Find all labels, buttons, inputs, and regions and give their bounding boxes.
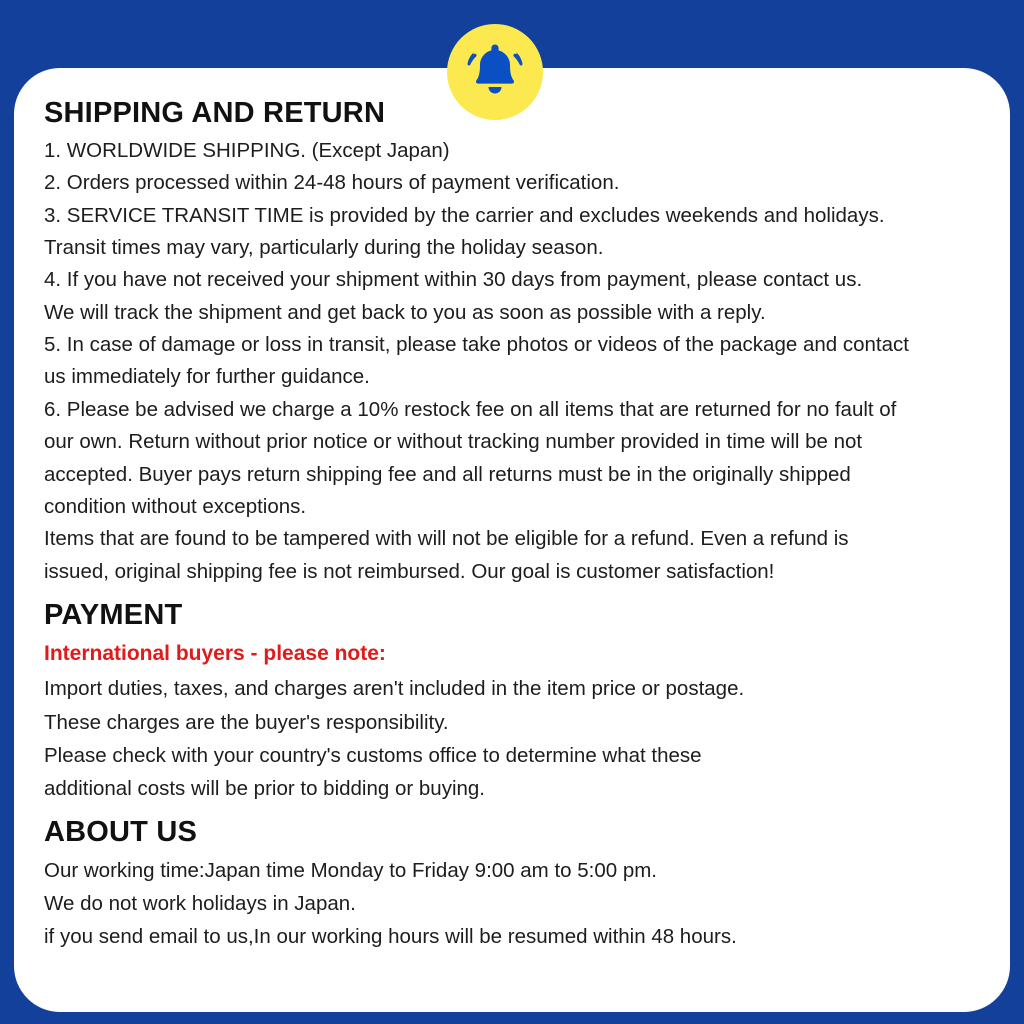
shipping-line: us immediately for further guidance. [44, 365, 370, 389]
payment-section [44, 598, 980, 805]
shipping-line: Transit times may vary, particularly during the holiday season. [44, 235, 604, 259]
about-line: Our working time:Japan time Monday to Friday 9:00 am to 5:00 pm. [44, 859, 657, 883]
policy-card [14, 68, 1010, 1012]
payment-line: Please check with your country's customs office to determine what these [44, 743, 702, 767]
about-section-title: ABOUT US [44, 816, 198, 849]
shipping-line: issued, original shipping fee is not reimbursed. Our goal is customer satisfaction! [44, 559, 775, 583]
shipping-line: our own. Return without prior notice or without tracking number provided in time will be not [44, 430, 863, 454]
shipping-line: 5. In case of damage or loss in transit, please take photos or videos of the package and contact [44, 333, 909, 357]
international-buyers-note: International buyers - please note: [44, 641, 386, 665]
payment-line: additional costs will be prior to bidding or buying. [44, 777, 486, 801]
shipping-section-title: SHIPPING AND RETURN [44, 97, 386, 129]
shipping-line: condition without exceptions. [44, 494, 307, 518]
payment-line: These charges are the buyer's responsibility. [44, 710, 449, 734]
about-us-section [44, 815, 980, 953]
payment-section-title: PAYMENT [44, 599, 183, 632]
shipping-line: Items that are found to be tampered with will not be eligible for a refund. Even a refund is [44, 527, 849, 551]
shipping-line: accepted. Buyer pays return shipping fee and all returns must be in the originally shipped [44, 462, 851, 486]
shipping-line: 6. Please be advised we charge a 10% restock fee on all items that are returned for no fault of [44, 397, 897, 421]
about-line: if you send email to us,In our working hours will be resumed within 48 hours. [44, 925, 737, 949]
payment-line: Import duties, taxes, and charges aren't included in the item price or postage. [44, 677, 745, 701]
bell-icon [463, 42, 527, 102]
bell-badge [447, 24, 543, 120]
about-line: We do not work holidays in Japan. [44, 892, 356, 916]
shipping-line: 4. If you have not received your shipment within 30 days from payment, please contact us. [44, 268, 863, 292]
shipping-line: 3. SERVICE TRANSIT TIME is provided by the carrier and excludes weekends and holidays. [44, 203, 885, 227]
shipping-line: 1. WORLDWIDE SHIPPING. (Except Japan) [44, 138, 450, 162]
shipping-line: 2. Orders processed within 24-48 hours of payment verification. [44, 171, 620, 195]
shipping-and-return-section [44, 96, 980, 588]
shipping-line: We will track the shipment and get back to you as soon as possible with a reply. [44, 300, 766, 324]
